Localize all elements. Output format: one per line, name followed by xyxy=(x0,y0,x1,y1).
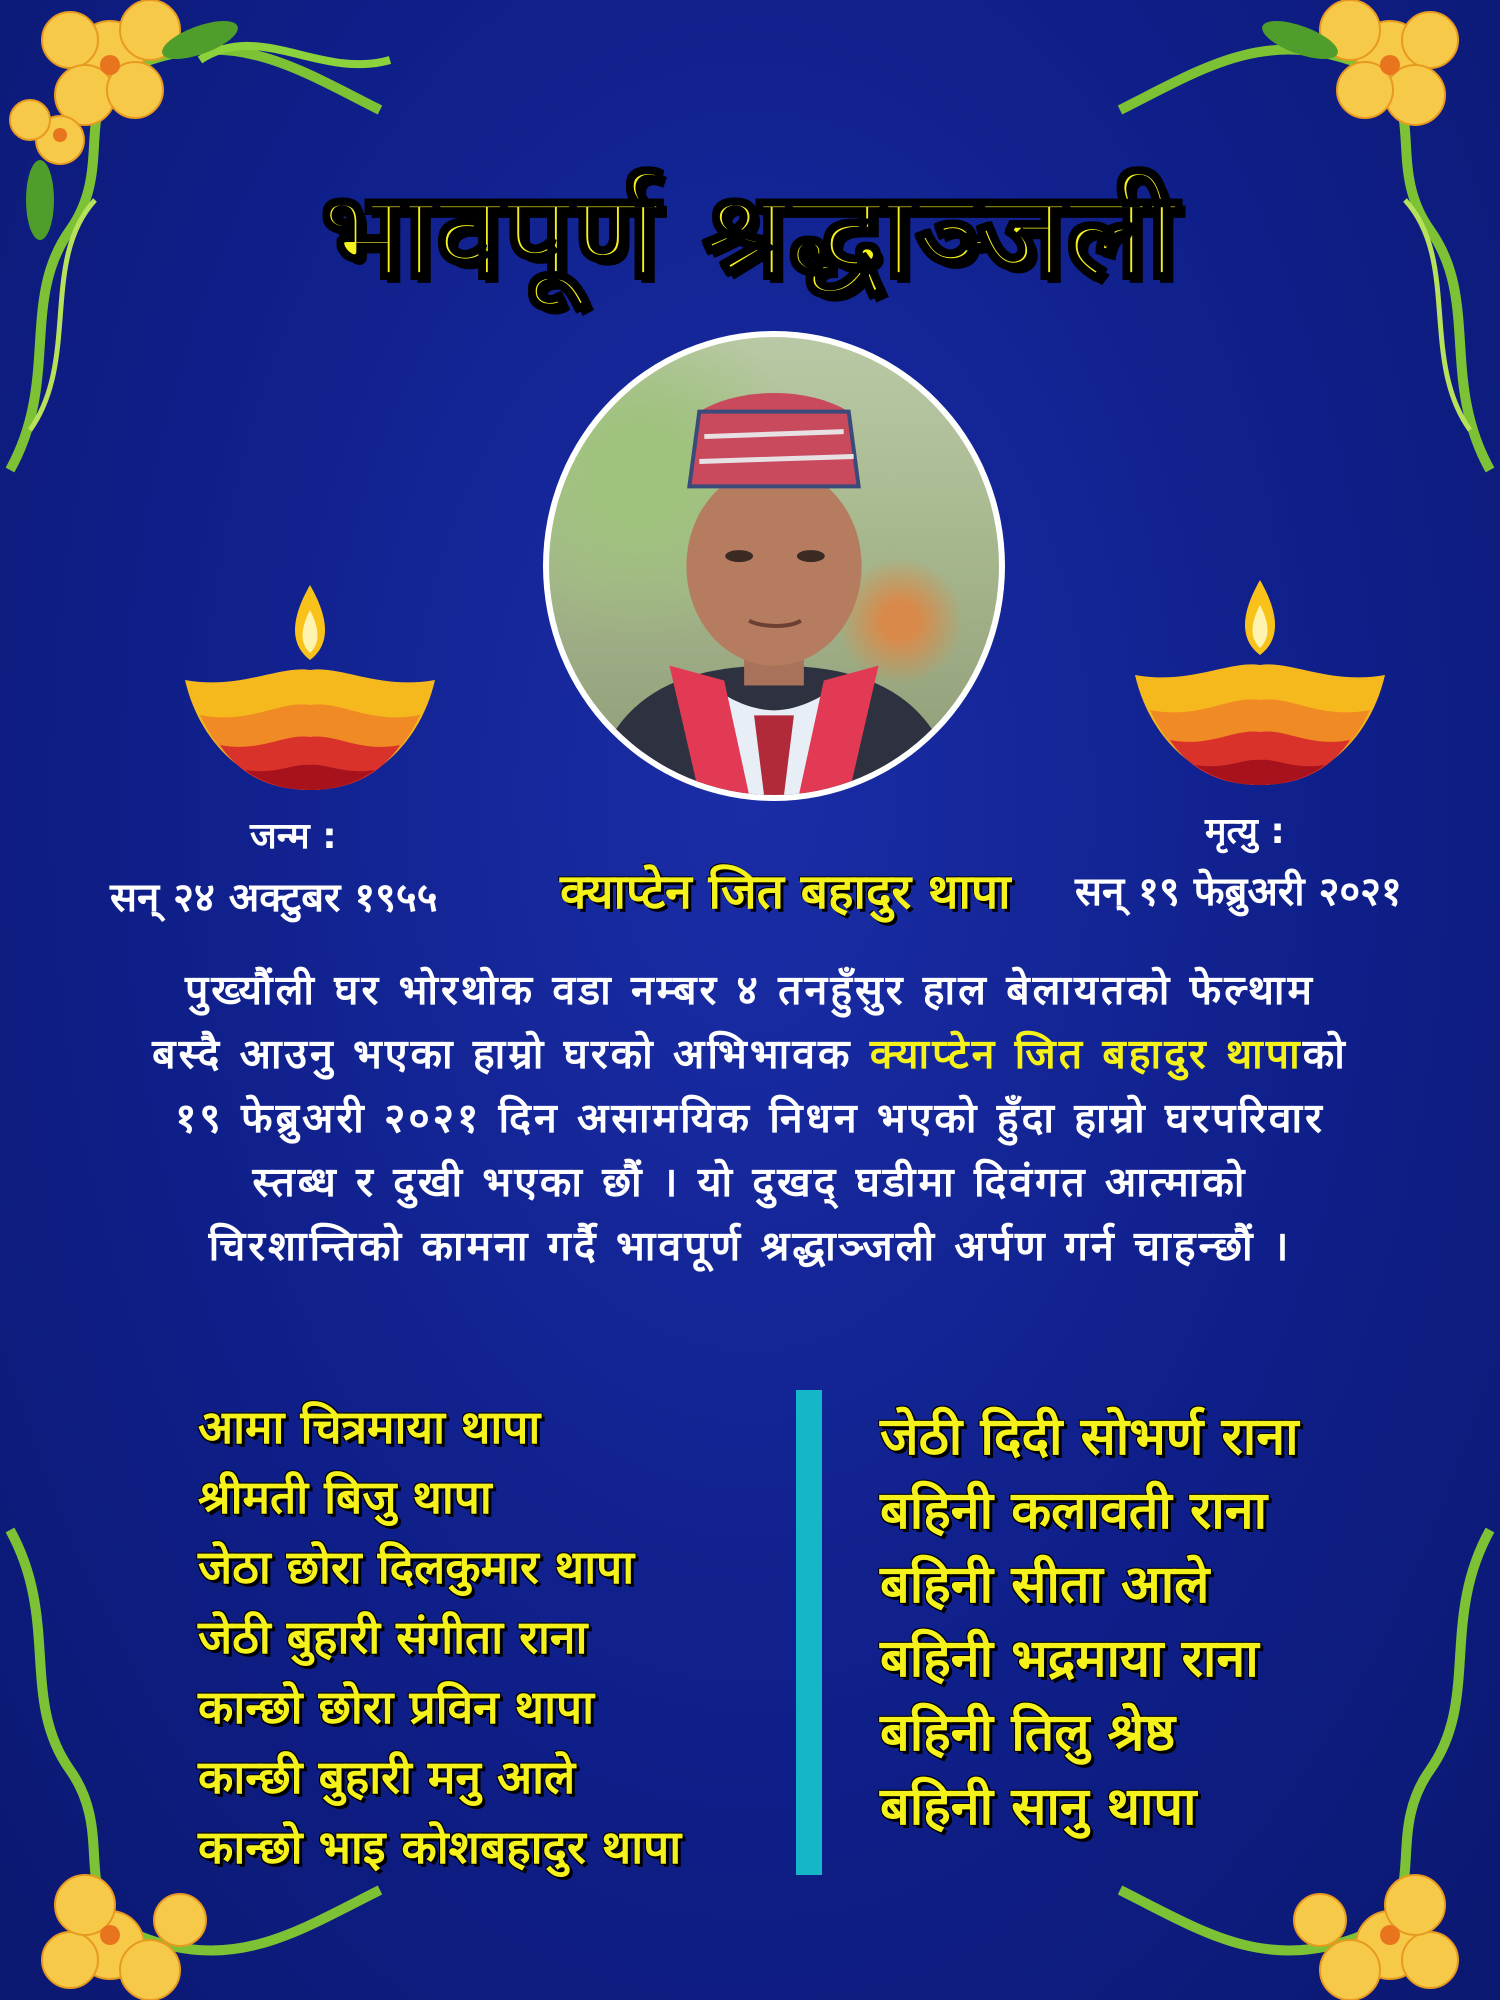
death-date: सन् १९ फेब्रुअरी २०२१ xyxy=(1075,869,1402,915)
portrait-photo xyxy=(543,331,1005,801)
family-member: बहिनी सानु थापा xyxy=(880,1777,1197,1837)
family-member: श्रीमती बिजु थापा xyxy=(198,1470,492,1524)
family-member: जेठी दिदी सोभर्ण राना xyxy=(880,1407,1299,1467)
birth-date: सन् २४ अक्टुबर १९५५ xyxy=(110,875,438,921)
family-member: जेठा छोरा दिलकुमार थापा xyxy=(198,1540,635,1594)
family-member: जेठी बुहारी संगीता राना xyxy=(198,1610,588,1664)
family-member: बहिनी तिलु श्रेष्ठ xyxy=(880,1703,1176,1763)
death-label: मृत्यु : xyxy=(1205,811,1285,852)
family-member: कान्छी बुहारी मनु आले xyxy=(198,1750,576,1804)
message-line-2-text: बस्दै आउनु भएका हाम्रो घरको अभिभावक xyxy=(152,1030,870,1078)
family-member: बहिनी सीता आले xyxy=(880,1555,1210,1615)
family-member: कान्छो भाइ कोशबहादुर थापा xyxy=(198,1820,682,1874)
deceased-name: क्याप्टेन जित बहादुर थापा xyxy=(560,864,1011,920)
birth-label: जन्म : xyxy=(250,816,337,857)
tribute-message xyxy=(60,958,1440,1278)
message-line-3: १९ फेब्रुअरी २०२१ दिन असामयिक निधन भएको हुँदा हाम्रो घरपरिवार xyxy=(175,1094,1325,1142)
family-list-right xyxy=(880,1400,1299,1844)
message-line-4: स्तब्ध र दुखी भएका छौं । यो दुखद् घडीमा दिवंगत आत्माको xyxy=(252,1158,1248,1206)
diya-lamp-left-icon xyxy=(180,575,440,795)
family-member: आमा चित्रमाया थापा xyxy=(198,1400,541,1454)
family-list-left xyxy=(198,1392,681,1882)
message-line-1: पुख्यौंली घर भोरथोक वडा नम्बर ४ तनहुँसुर हाल बेलायतको फेल्थाम xyxy=(184,966,1316,1014)
message-line-2-suffix: को xyxy=(1302,1030,1348,1078)
message-line-2 xyxy=(60,1022,1440,1086)
family-member: बहिनी कलावती राना xyxy=(880,1481,1268,1541)
message-line-5: चिरशान्तिको कामना गर्दै भावपूर्ण श्रद्धाञ्जली अर्पण गर्न चाहन्छौं । xyxy=(208,1222,1292,1270)
page-title: भावपूर्ण श्रद्धाञ्जली xyxy=(320,166,1180,304)
family-member: कान्छो छोरा प्रविन थापा xyxy=(198,1680,595,1734)
column-divider xyxy=(796,1390,822,1875)
family-member: बहिनी भद्रमाया राना xyxy=(880,1629,1259,1689)
message-highlight-name: क्याप्टेन जित बहादुर थापा xyxy=(869,1030,1303,1078)
diya-lamp-right-icon xyxy=(1130,570,1390,790)
